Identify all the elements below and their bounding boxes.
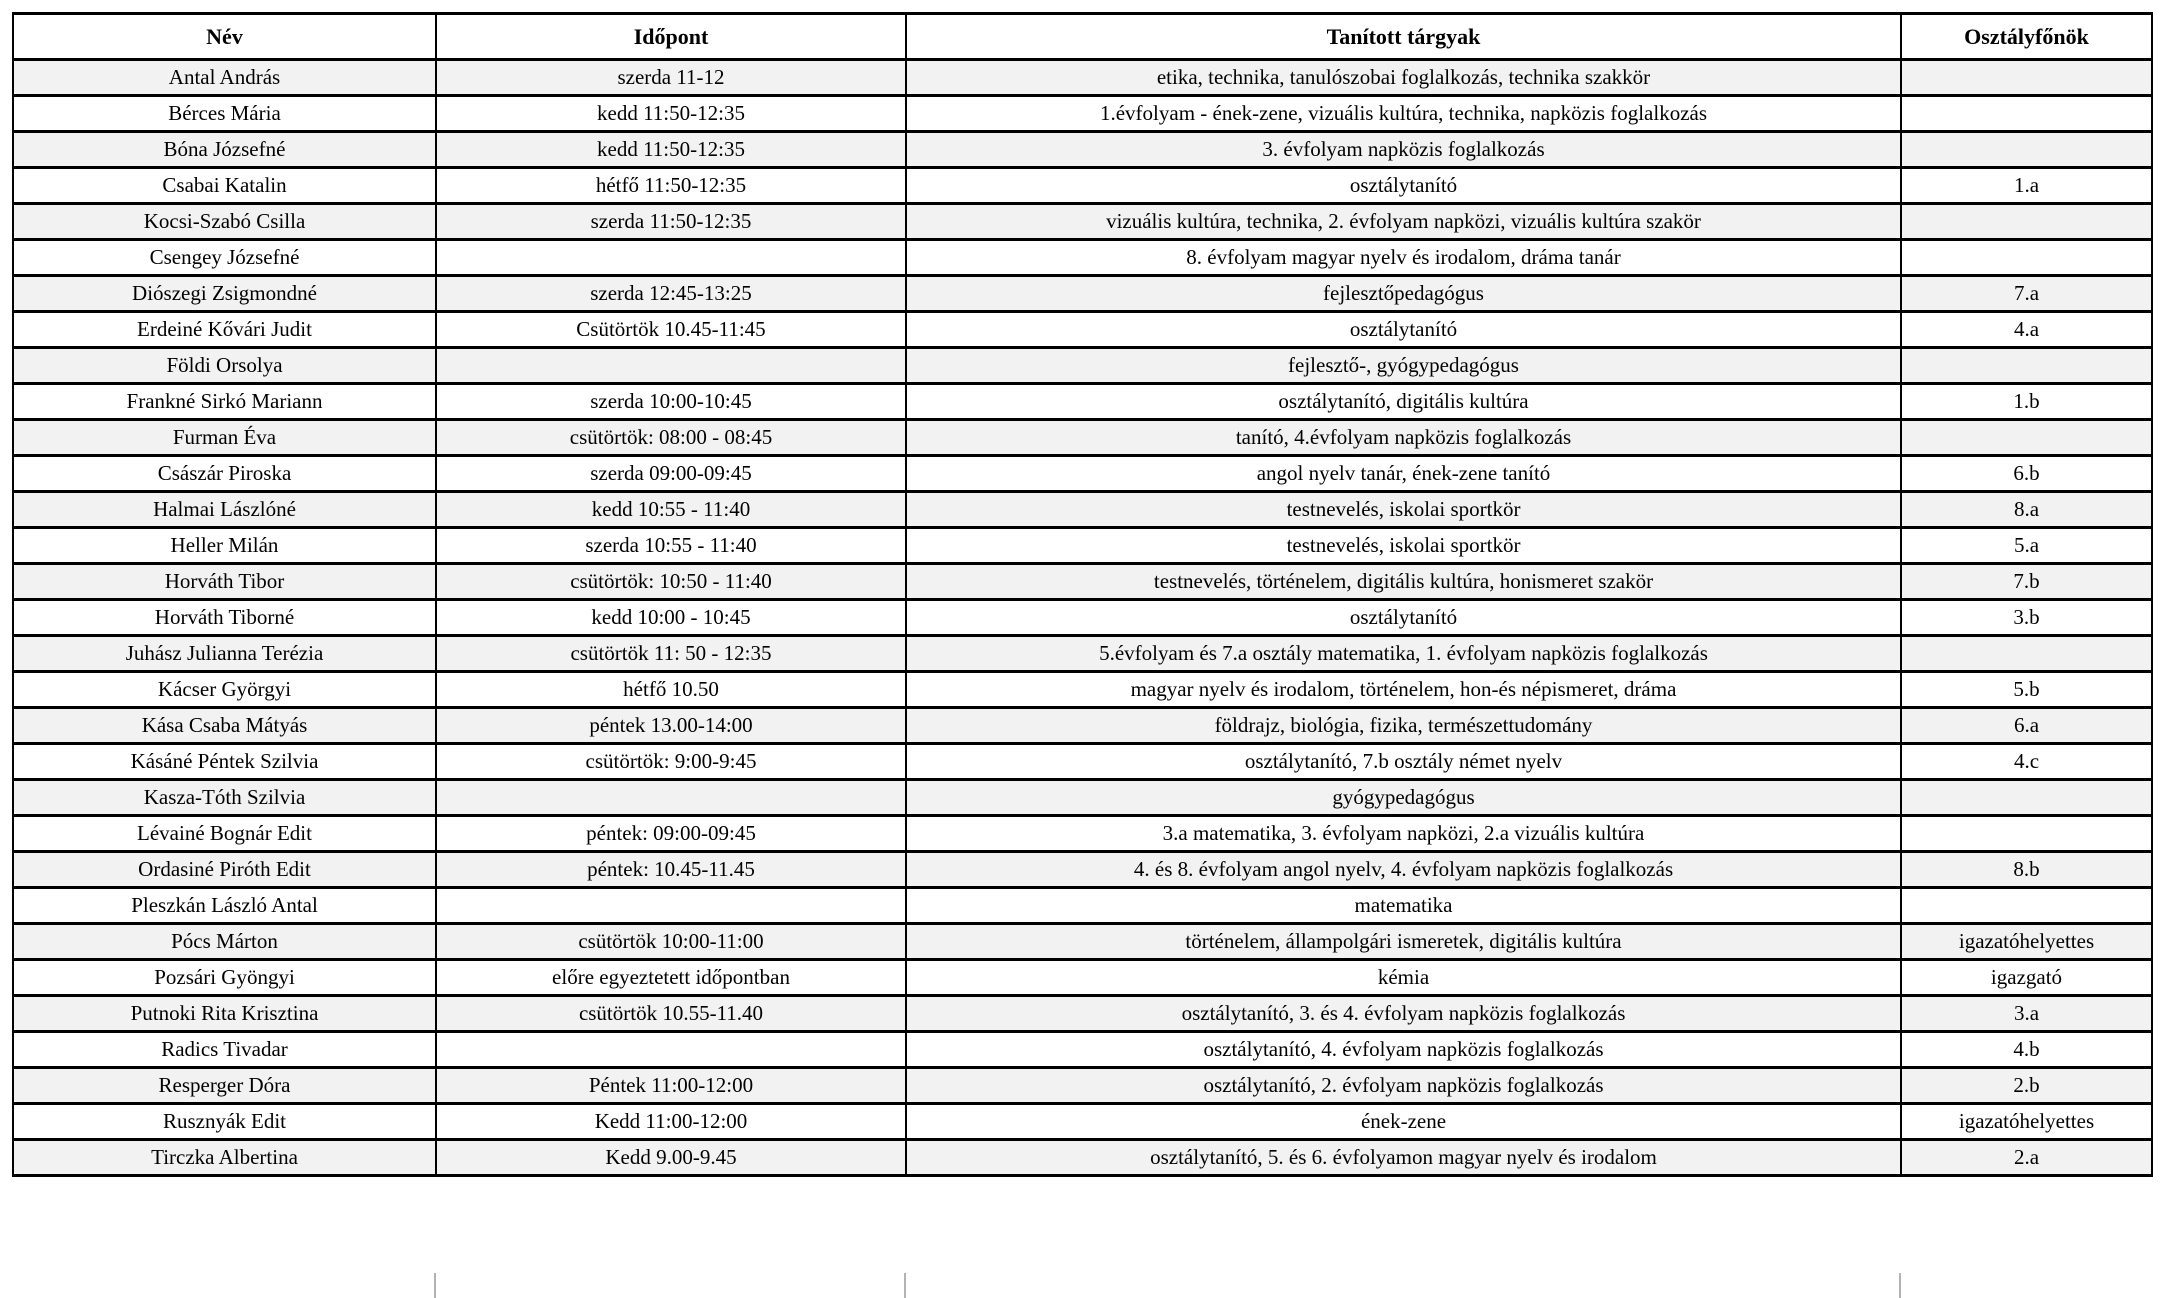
cell-time: hétfő 10.50	[436, 672, 906, 708]
cell-class-teacher: 6.b	[1901, 456, 2152, 492]
cell-time: csütörtök: 08:00 - 08:45	[436, 420, 906, 456]
cell-class-teacher	[1901, 240, 2152, 276]
cell-name: Császár Piroska	[13, 456, 436, 492]
cell-subjects: angol nyelv tanár, ének-zene tanító	[906, 456, 1901, 492]
cell-class-teacher: 7.b	[1901, 564, 2152, 600]
table-row	[13, 636, 2152, 672]
cell-class-teacher: 4.c	[1901, 744, 2152, 780]
cell-time: csütörtök 11: 50 - 12:35	[436, 636, 906, 672]
cell-time: Kedd 11:00-12:00	[436, 1104, 906, 1140]
table-row	[13, 924, 2152, 960]
cell-class-teacher: 8.b	[1901, 852, 2152, 888]
header-row	[13, 14, 2152, 60]
column-divider-line	[434, 1273, 436, 1298]
cell-time	[436, 888, 906, 924]
cell-time: csütörtök: 10:50 - 11:40	[436, 564, 906, 600]
cell-subjects: fejlesztőpedagógus	[906, 276, 1901, 312]
table-row	[13, 420, 2152, 456]
cell-subjects: 4. és 8. évfolyam angol nyelv, 4. évfolyam napközis foglalkozás	[906, 852, 1901, 888]
cell-subjects: fejlesztő-, gyógypedagógus	[906, 348, 1901, 384]
column-header-time: Időpont	[436, 14, 906, 60]
table-row	[13, 492, 2152, 528]
cell-time: kedd 11:50-12:35	[436, 132, 906, 168]
cell-time	[436, 780, 906, 816]
table-row	[13, 528, 2152, 564]
cell-name: Juhász Julianna Terézia	[13, 636, 436, 672]
cell-name: Pleszkán László Antal	[13, 888, 436, 924]
table-row	[13, 1068, 2152, 1104]
cell-subjects: 5.évfolyam és 7.a osztály matematika, 1. évfolyam napközis foglalkozás	[906, 636, 1901, 672]
cell-subjects: 3. évfolyam napközis foglalkozás	[906, 132, 1901, 168]
table-row	[13, 672, 2152, 708]
cell-class-teacher	[1901, 780, 2152, 816]
cell-time: csütörtök: 9:00-9:45	[436, 744, 906, 780]
column-header-subjects: Tanított tárgyak	[906, 14, 1901, 60]
cell-time: csütörtök 10.55-11.40	[436, 996, 906, 1032]
cell-time: péntek 13.00-14:00	[436, 708, 906, 744]
cell-time: hétfő 11:50-12:35	[436, 168, 906, 204]
cell-subjects: osztálytanító, 7.b osztály német nyelv	[906, 744, 1901, 780]
cell-name: Antal András	[13, 60, 436, 96]
cell-subjects: testnevelés, történelem, digitális kultúra, honismeret szakör	[906, 564, 1901, 600]
cell-subjects: osztálytanító, 3. és 4. évfolyam napközis foglalkozás	[906, 996, 1901, 1032]
cell-name: Heller Milán	[13, 528, 436, 564]
cell-time: csütörtök 10:00-11:00	[436, 924, 906, 960]
table-row	[13, 168, 2152, 204]
teachers-table	[12, 12, 2153, 1177]
cell-name: Földi Orsolya	[13, 348, 436, 384]
cell-subjects: kémia	[906, 960, 1901, 996]
column-divider-line	[1899, 1273, 1901, 1298]
cell-name: Bérces Mária	[13, 96, 436, 132]
cell-name: Kasza-Tóth Szilvia	[13, 780, 436, 816]
table-row	[13, 852, 2152, 888]
cell-time: Csütörtök 10.45-11:45	[436, 312, 906, 348]
cell-class-teacher: 4.a	[1901, 312, 2152, 348]
table-row	[13, 1032, 2152, 1068]
cell-subjects: matematika	[906, 888, 1901, 924]
cell-name: Furman Éva	[13, 420, 436, 456]
cell-subjects: osztálytanító	[906, 168, 1901, 204]
cell-name: Radics Tivadar	[13, 1032, 436, 1068]
cell-subjects: osztálytanító	[906, 600, 1901, 636]
table-row	[13, 60, 2152, 96]
cell-time: előre egyeztetett időpontban	[436, 960, 906, 996]
cell-class-teacher: 1.a	[1901, 168, 2152, 204]
cell-name: Bóna Józsefné	[13, 132, 436, 168]
cell-class-teacher: 3.a	[1901, 996, 2152, 1032]
table-row	[13, 708, 2152, 744]
cell-class-teacher	[1901, 888, 2152, 924]
cell-class-teacher: 7.a	[1901, 276, 2152, 312]
cell-time: kedd 10:55 - 11:40	[436, 492, 906, 528]
column-header-name: Név	[13, 14, 436, 60]
cell-class-teacher	[1901, 348, 2152, 384]
table-row	[13, 276, 2152, 312]
cell-name: Resperger Dóra	[13, 1068, 436, 1104]
cell-time: szerda 10:00-10:45	[436, 384, 906, 420]
cell-class-teacher: 8.a	[1901, 492, 2152, 528]
cell-subjects: földrajz, biológia, fizika, természettudomány	[906, 708, 1901, 744]
cell-class-teacher: igazatóhelyettes	[1901, 1104, 2152, 1140]
cell-name: Horváth Tibor	[13, 564, 436, 600]
cell-name: Erdeiné Kővári Judit	[13, 312, 436, 348]
cell-time: szerda 11:50-12:35	[436, 204, 906, 240]
cell-subjects: tanító, 4.évfolyam napközis foglalkozás	[906, 420, 1901, 456]
cell-time: szerda 11-12	[436, 60, 906, 96]
cell-subjects: 1.évfolyam - ének-zene, vizuális kultúra, technika, napközis foglalkozás	[906, 96, 1901, 132]
cell-subjects: testnevelés, iskolai sportkör	[906, 528, 1901, 564]
cell-class-teacher: 5.b	[1901, 672, 2152, 708]
cell-name: Halmai Lászlóné	[13, 492, 436, 528]
cell-class-teacher: igazgató	[1901, 960, 2152, 996]
column-header-class-teacher: Osztályfőnök	[1901, 14, 2152, 60]
cell-class-teacher: igazatóhelyettes	[1901, 924, 2152, 960]
table-row	[13, 348, 2152, 384]
cell-time: szerda 09:00-09:45	[436, 456, 906, 492]
cell-name: Kása Csaba Mátyás	[13, 708, 436, 744]
cell-class-teacher: 2.b	[1901, 1068, 2152, 1104]
cell-name: Diószegi Zsigmondné	[13, 276, 436, 312]
cell-subjects: vizuális kultúra, technika, 2. évfolyam napközi, vizuális kultúra szakör	[906, 204, 1901, 240]
cell-class-teacher	[1901, 420, 2152, 456]
cell-time	[436, 348, 906, 384]
table-row	[13, 888, 2152, 924]
cell-subjects: osztálytanító, 2. évfolyam napközis foglalkozás	[906, 1068, 1901, 1104]
cell-name: Kácser Györgyi	[13, 672, 436, 708]
cell-time: péntek: 09:00-09:45	[436, 816, 906, 852]
table-row	[13, 240, 2152, 276]
table-row	[13, 1140, 2152, 1176]
cell-name: Pozsári Gyöngyi	[13, 960, 436, 996]
cell-subjects: gyógypedagógus	[906, 780, 1901, 816]
cell-subjects: 8. évfolyam magyar nyelv és irodalom, dráma tanár	[906, 240, 1901, 276]
cell-time: kedd 10:00 - 10:45	[436, 600, 906, 636]
cell-name: Lévainé Bognár Edit	[13, 816, 436, 852]
table-row	[13, 996, 2152, 1032]
cell-subjects: 3.a matematika, 3. évfolyam napközi, 2.a vizuális kultúra	[906, 816, 1901, 852]
table-row	[13, 1104, 2152, 1140]
table-row	[13, 816, 2152, 852]
cell-name: Kocsi-Szabó Csilla	[13, 204, 436, 240]
cell-class-teacher: 4.b	[1901, 1032, 2152, 1068]
cell-time: szerda 12:45-13:25	[436, 276, 906, 312]
cell-class-teacher: 6.a	[1901, 708, 2152, 744]
cell-subjects: osztálytanító	[906, 312, 1901, 348]
cell-class-teacher: 2.a	[1901, 1140, 2152, 1176]
cell-name: Tirczka Albertina	[13, 1140, 436, 1176]
cell-subjects: magyar nyelv és irodalom, történelem, hon-és népismeret, dráma	[906, 672, 1901, 708]
table-row	[13, 384, 2152, 420]
cell-subjects: osztálytanító, digitális kultúra	[906, 384, 1901, 420]
cell-time: Kedd 9.00-9.45	[436, 1140, 906, 1176]
cell-class-teacher	[1901, 816, 2152, 852]
cell-name: Horváth Tiborné	[13, 600, 436, 636]
cell-subjects: történelem, állampolgári ismeretek, digitális kultúra	[906, 924, 1901, 960]
cell-name: Frankné Sirkó Mariann	[13, 384, 436, 420]
cell-time: szerda 10:55 - 11:40	[436, 528, 906, 564]
cell-class-teacher: 3.b	[1901, 600, 2152, 636]
table-body	[13, 60, 2152, 1176]
cell-name: Csabai Katalin	[13, 168, 436, 204]
cell-subjects: etika, technika, tanulószobai foglalkozás, technika szakkör	[906, 60, 1901, 96]
table-row	[13, 564, 2152, 600]
table-row	[13, 132, 2152, 168]
cell-time: péntek: 10.45-11.45	[436, 852, 906, 888]
table-row	[13, 312, 2152, 348]
cell-class-teacher	[1901, 636, 2152, 672]
cell-time: Péntek 11:00-12:00	[436, 1068, 906, 1104]
table-row	[13, 96, 2152, 132]
cell-class-teacher	[1901, 60, 2152, 96]
table-row	[13, 204, 2152, 240]
table-continuation-row	[12, 1273, 2151, 1298]
cell-class-teacher: 5.a	[1901, 528, 2152, 564]
cell-name: Rusznyák Edit	[13, 1104, 436, 1140]
table-row	[13, 960, 2152, 996]
cell-subjects: osztálytanító, 5. és 6. évfolyamon magyar nyelv és irodalom	[906, 1140, 1901, 1176]
cell-subjects: osztálytanító, 4. évfolyam napközis foglalkozás	[906, 1032, 1901, 1068]
cell-name: Csengey Józsefné	[13, 240, 436, 276]
cell-class-teacher: 1.b	[1901, 384, 2152, 420]
cell-name: Ordasiné Piróth Edit	[13, 852, 436, 888]
cell-time: kedd 11:50-12:35	[436, 96, 906, 132]
cell-name: Putnoki Rita Krisztina	[13, 996, 436, 1032]
cell-name: Pócs Márton	[13, 924, 436, 960]
table-row	[13, 456, 2152, 492]
cell-subjects: ének-zene	[906, 1104, 1901, 1140]
cell-name: Kásáné Péntek Szilvia	[13, 744, 436, 780]
cell-subjects: testnevelés, iskolai sportkör	[906, 492, 1901, 528]
cell-class-teacher	[1901, 132, 2152, 168]
cell-class-teacher	[1901, 204, 2152, 240]
column-divider-line	[904, 1273, 906, 1298]
table-row	[13, 744, 2152, 780]
cell-time	[436, 240, 906, 276]
cell-class-teacher	[1901, 96, 2152, 132]
table-row	[13, 600, 2152, 636]
table-row	[13, 780, 2152, 816]
cell-time	[436, 1032, 906, 1068]
